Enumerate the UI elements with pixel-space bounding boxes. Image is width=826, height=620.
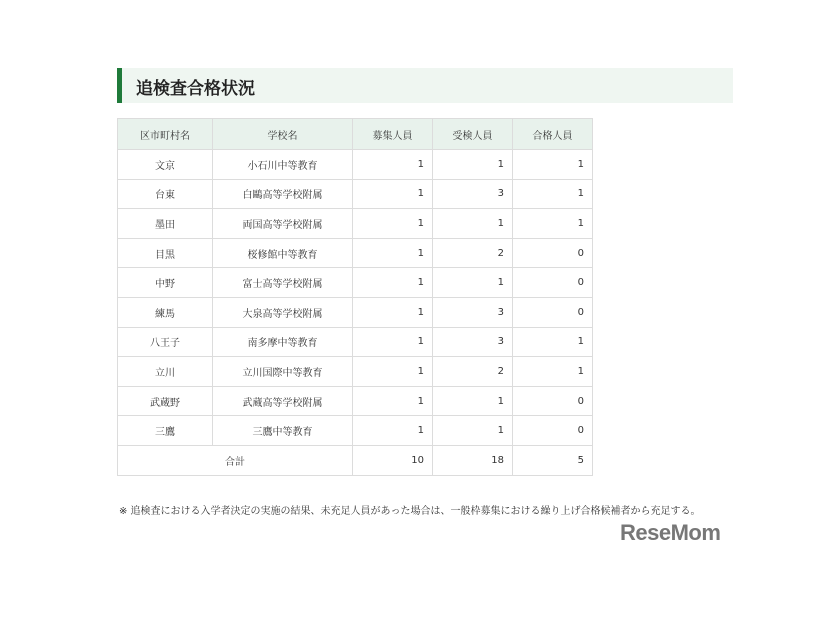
table-cell: 目黒 <box>118 238 213 268</box>
table-cell: 練馬 <box>118 297 213 327</box>
table-cell: 白鷗高等学校附属 <box>213 179 353 209</box>
resemom-logo: ReseMom <box>620 520 721 545</box>
table-cell: 1 <box>353 238 433 268</box>
total-cell: 18 <box>433 445 513 475</box>
table-cell: 1 <box>513 327 593 357</box>
table-row <box>118 179 593 209</box>
table-cell: 1 <box>353 209 433 239</box>
table-cell: 0 <box>513 238 593 268</box>
table-cell: 1 <box>353 327 433 357</box>
table-cell: 武蔵高等学校附属 <box>213 386 353 416</box>
table-cell: 0 <box>513 386 593 416</box>
total-row <box>118 445 593 475</box>
table-cell: 1 <box>513 357 593 387</box>
table-header-row <box>118 119 593 150</box>
table-cell: 2 <box>433 238 513 268</box>
column-header: 学校名 <box>213 119 353 150</box>
table-cell: 三鷹中等教育 <box>213 416 353 446</box>
table-cell: 1 <box>353 416 433 446</box>
column-header: 募集人員 <box>353 119 433 150</box>
table-cell: 1 <box>353 179 433 209</box>
table-cell: 1 <box>433 386 513 416</box>
column-header: 合格人員 <box>513 119 593 150</box>
footnote: ※ 追検査における入学者決定の実施の結果、未充足人員があった場合は、一般枠募集における繰り上げ合格候補者から充足する。 <box>119 506 701 517</box>
table-cell: 両国高等学校附属 <box>213 209 353 239</box>
table-cell: 南多摩中等教育 <box>213 327 353 357</box>
table-row <box>118 416 593 446</box>
table-cell: 0 <box>513 297 593 327</box>
section-title: 追検査合格状況 <box>136 79 255 99</box>
table-cell: 1 <box>433 268 513 298</box>
section-title-bar <box>117 68 733 103</box>
table-cell: 富士高等学校附属 <box>213 268 353 298</box>
table-row <box>118 386 593 416</box>
table-row <box>118 238 593 268</box>
table-row <box>118 327 593 357</box>
total-cell: 5 <box>513 445 593 475</box>
total-cell: 10 <box>353 445 433 475</box>
results-table <box>117 118 593 476</box>
table-cell: 0 <box>513 268 593 298</box>
table-cell: 1 <box>513 209 593 239</box>
column-header: 区市町村名 <box>118 119 213 150</box>
table-cell: 立川国際中等教育 <box>213 357 353 387</box>
table-cell: 1 <box>353 297 433 327</box>
table-cell: 1 <box>513 150 593 180</box>
table-cell: 1 <box>513 179 593 209</box>
table-row <box>118 209 593 239</box>
table-cell: 八王子 <box>118 327 213 357</box>
table-cell: 台東 <box>118 179 213 209</box>
table-row <box>118 268 593 298</box>
table-row <box>118 150 593 180</box>
table-cell: 武蔵野 <box>118 386 213 416</box>
table-cell: 立川 <box>118 357 213 387</box>
table-cell: 1 <box>353 268 433 298</box>
table-cell: 文京 <box>118 150 213 180</box>
table-cell: 3 <box>433 327 513 357</box>
table-cell: 0 <box>513 416 593 446</box>
table-cell: 1 <box>353 386 433 416</box>
table-cell: 3 <box>433 179 513 209</box>
table-row <box>118 297 593 327</box>
table-cell: 1 <box>353 150 433 180</box>
table-cell: 2 <box>433 357 513 387</box>
table-cell: 桜修館中等教育 <box>213 238 353 268</box>
total-label: 合計 <box>118 445 353 475</box>
table-cell: 1 <box>353 357 433 387</box>
table-cell: 大泉高等学校附属 <box>213 297 353 327</box>
table-cell: 小石川中等教育 <box>213 150 353 180</box>
column-header: 受検人員 <box>433 119 513 150</box>
table-cell: 三鷹 <box>118 416 213 446</box>
table-cell: 1 <box>433 150 513 180</box>
table-cell: 3 <box>433 297 513 327</box>
table-cell: 1 <box>433 416 513 446</box>
table-cell: 中野 <box>118 268 213 298</box>
table-cell: 墨田 <box>118 209 213 239</box>
table-cell: 1 <box>433 209 513 239</box>
table-row <box>118 357 593 387</box>
